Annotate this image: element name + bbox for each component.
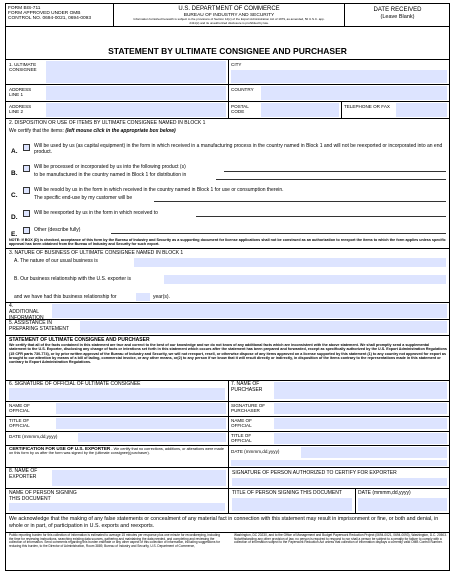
certification-text: - We certify that no corrections, additions, or alterations were made on this form by us after the form was signed by the (ultimate consignee)(purchaser).	[9, 447, 224, 456]
signer-title-field[interactable]	[232, 498, 352, 511]
department-block	[114, 6, 344, 25]
date-received-block	[345, 7, 450, 20]
certification-block	[9, 447, 225, 456]
option-e-letter: E.	[11, 231, 18, 238]
certify-line	[9, 128, 176, 134]
burden-statement-right: Washington, DC 20230, and to the Office of Management and Budget Paperwork Reduction Project (0694-0021, 0694-0093), Washington, D.C. 20503. Notwithstanding any other provision of law, no person is required to respond to nor shall a person be subject to a penalty for failure to comply with a collection of information subject to the Paperwork Reduction Act unless that collection of information displays a currently valid OMB Control Number.	[234, 533, 447, 545]
date-received-label: DATE RECEIVED	[373, 7, 422, 13]
nature-of-business-text: A. The nature of our usual business is	[14, 258, 98, 264]
signer-name-label: NAME OF PERSON SIGNING THIS DOCUMENT	[9, 490, 77, 502]
ultimate-consignee-label: 1. ULTIMATE CONSIGNEE	[9, 62, 37, 72]
telephone-field[interactable]	[396, 103, 447, 117]
telephone-label: TELEPHONE OR FAX	[344, 104, 390, 109]
form-title: STATEMENT BY ULTIMATE CONSIGNEE AND PURCHASER	[108, 46, 347, 56]
option-d-reexport-line[interactable]	[196, 216, 446, 217]
certification-heading: CERTIFICATION FOR USE OF U.S. EXPORTER	[9, 446, 111, 451]
business-relationship-field[interactable]	[164, 275, 446, 284]
business-relationship-text: B. Our business relationship with the U.S. exporter is	[14, 276, 131, 282]
option-b-letter: B.	[11, 170, 18, 177]
assistance-label: 5. ASSISTANCE IN PREPARING STATEMENT	[9, 320, 70, 332]
option-e-describe-line[interactable]	[111, 233, 446, 234]
signer-title-label: TITLE OF PERSON SIGNING THIS DOCUMENT	[232, 490, 342, 496]
block2-note: NOTE: If BOX (D) is checked, acceptance of this form by the Bureau of Industry and Security as a supporting document for license applications shall not be construed as an authorization to reexport the items to which the form applies unless specific approval has been obtained from the Bureau of Industry and Security for such export.	[9, 238, 446, 247]
option-a-letter: A.	[11, 148, 18, 155]
leave-blank-label: (Leave Blank)	[380, 13, 415, 20]
option-c-text: Will be resold by us in the form in which received in the country named in Block 1 for use or consumption therein.	[34, 187, 284, 193]
block3-heading: 3. NATURE OF BUSINESS OF ULTIMATE CONSIGNEE NAMED IN BLOCK 1	[9, 250, 184, 256]
bis-711-form	[5, 3, 450, 571]
option-e-text: Other (describe fully)	[34, 227, 81, 233]
consignee-official-title-field[interactable]	[56, 418, 226, 429]
option-b-distribution-line[interactable]	[216, 179, 446, 180]
option-c-text2: The specific end-use by my customer will be	[34, 195, 133, 201]
consignee-date-field[interactable]	[78, 433, 226, 442]
exporter-signature-field[interactable]	[232, 478, 447, 486]
assistance-field[interactable]	[80, 321, 447, 333]
address-line2-label: ADDRESS LINE 2	[9, 104, 32, 114]
exporter-certify-signature-field[interactable]	[231, 460, 447, 466]
option-b-checkbox[interactable]	[23, 165, 30, 172]
certify-text: We certify that the items:	[9, 128, 64, 134]
consignee-date-label: DATE (mmmm,dd,yyyy)	[9, 434, 58, 439]
option-d-text: Will be reexported by us in the form in which received to	[34, 210, 158, 216]
disclosure-notice: Information furnished herewith is subject to the provisions of Section 12(c) of the Export Administration Act of 1979, as amended, 50 U.S.C. app. 2411(c) and its unauthorized disclosure is prohibited by law.	[133, 17, 325, 25]
burden-statement-left: Public reporting burden for this collection of information is estimated to average 15 minutes per response plus one minute for recordkeeping, including the time for reviewing instructions, searching existing data sources, gathering and maintaining the data needed, and completing and reviewing the collection of information. Send comments regarding this burden estimate or any other aspect of this collection of information, including suggestions for reducing this burden, to the Director of Administration, Room 3889, Bureau of Industry and Security, U.S. Department of Commerce,	[9, 533, 221, 549]
statement-body: We certify that all of the facts contained in this statement are true and correct to the best of our knowledge and we do not know of any additional facts which are inconsistent with the above statement. We shall promptly send a supplemental statement to the U.S. Exporter, disclosing any change of facts or intentions set forth in this statement which occurs after the statement has been prepared and forwarded, except as specifically authorized by the U.S. Export Administration Regulations (15 CFR parts 730-774), or by prior written approval of the Bureau of Industry and Security, we will not reexport, resell, or otherwise dispose of any items approved on a license supported by this statement (1) to any country not approved for export as brought to our attention by means of a bill of lading, commercial invoice, or any other means, or(2) to any person if we know that it will result directly or indirectly, in disposition of the items contrary to the representations made in this statement or contrary to Export Administration Regulations.	[9, 343, 447, 365]
option-c-checkbox[interactable]	[23, 187, 30, 194]
option-a-checkbox[interactable]	[23, 144, 30, 151]
form-number: FORM BIS-711	[8, 6, 41, 11]
postal-code-field[interactable]	[261, 103, 339, 117]
option-d-checkbox[interactable]	[23, 210, 30, 217]
consignee-signature-field[interactable]	[9, 388, 225, 400]
form-number-block	[8, 6, 113, 21]
relationship-years-field[interactable]	[136, 293, 150, 301]
purchaser-official-title-field[interactable]	[274, 433, 447, 444]
block7-heading: 7. NAME OF PURCHASER	[231, 381, 263, 393]
consignee-official-title-label: TITLE OF OFFICIAL	[9, 418, 30, 428]
purchaser-official-name-label: NAME OF OFFICIAL	[231, 418, 252, 428]
option-c-letter: C.	[11, 192, 18, 199]
country-label: COUNTRY	[231, 87, 254, 92]
city-label: CITY	[231, 62, 242, 67]
option-b-text2: to be manufactured in the country named in Block 1 for distribution in	[34, 172, 187, 178]
purchaser-official-name-field[interactable]	[274, 418, 447, 429]
purchaser-name-field[interactable]	[274, 382, 447, 399]
address-line1-label: ADDRESS LINE 1	[9, 87, 32, 97]
signer-date-field[interactable]	[358, 498, 447, 511]
country-field[interactable]	[261, 86, 447, 100]
acknowledgement-text: We acknowledge that the making of any false statements or concealment of any material fact in connection with this statement may result in imprisonment or fine, or both and denial, in whole or in part, of participation in U.S. exports and reexports.	[9, 516, 439, 529]
statement-heading: STATEMENT OF ULTIMATE CONSIGNEE AND PURCHASER	[9, 337, 150, 343]
ultimate-consignee-field[interactable]	[46, 61, 226, 83]
omb-approval: FORM APPROVED UNDER OMB	[8, 11, 81, 16]
purchaser-signature-label: SIGNATURE OF PURCHASER	[231, 403, 266, 413]
option-e-checkbox[interactable]	[23, 227, 30, 234]
signer-date-label: DATE (mmmm,dd,yyyy)	[358, 490, 411, 496]
option-b-product-line[interactable]	[224, 171, 446, 172]
option-a-text: Will be used by us (as capital equipment) in the form in which received in a manufacturing process in the country named in Block 1 and will not be reexported or incorporated into an end product.	[34, 143, 443, 155]
nature-of-business-field[interactable]	[134, 258, 446, 267]
certify-note: (left mouse click in the appropriate box below)	[65, 128, 176, 134]
exporter-name-field[interactable]	[52, 470, 226, 486]
bureau-name: BUREAU OF INDUSTRY AND SECURITY	[183, 12, 275, 18]
years-label: year(s).	[153, 294, 170, 300]
option-c-enduse-line[interactable]	[154, 201, 446, 202]
relationship-duration-text: and we have had this business relationship for	[14, 294, 117, 300]
purchaser-date-label: DATE (mmmm,dd,yyyy)	[231, 449, 280, 454]
address-line2-field[interactable]	[46, 103, 226, 117]
exporter-name-label: 8. NAME OF EXPORTER	[9, 468, 38, 480]
consignee-official-name-field[interactable]	[56, 403, 226, 414]
postal-code-label: POSTAL CODE	[231, 104, 249, 114]
control-number: CONTROL NO. 0694-0021, 0694-0093	[8, 16, 92, 21]
exporter-signature-label: SIGNATURE OF PERSON AUTHORIZED TO CERTIFY FOR EXPORTER	[232, 470, 397, 476]
block6-heading: 6. SIGNATURE OF OFFICIAL OF ULTIMATE CONSIGNEE	[9, 381, 141, 387]
department-name: U.S. DEPARTMENT OF COMMERCE	[178, 6, 280, 12]
option-b-text: Will be processed or incorporated by us into the following product (s)	[34, 164, 186, 170]
additional-info-field[interactable]	[52, 304, 447, 318]
city-field[interactable]	[231, 70, 447, 83]
signer-name-field[interactable]	[9, 503, 225, 511]
additional-info-label: 4. ADDITIONAL INFORMATION	[9, 303, 44, 321]
purchaser-signature-field[interactable]	[274, 403, 447, 414]
block2-heading: 2. DISPOSITION OR USE OF ITEMS BY ULTIMATE CONSIGNEE NAMED IN BLOCK 1	[9, 120, 206, 126]
purchaser-date-field[interactable]	[301, 447, 447, 458]
purchaser-official-title-label: TITLE OF OFFICIAL	[231, 433, 252, 443]
consignee-official-name-label: NAME OF OFFICIAL	[9, 403, 30, 413]
option-d-letter: D.	[11, 214, 18, 221]
address-line1-field[interactable]	[46, 86, 226, 100]
